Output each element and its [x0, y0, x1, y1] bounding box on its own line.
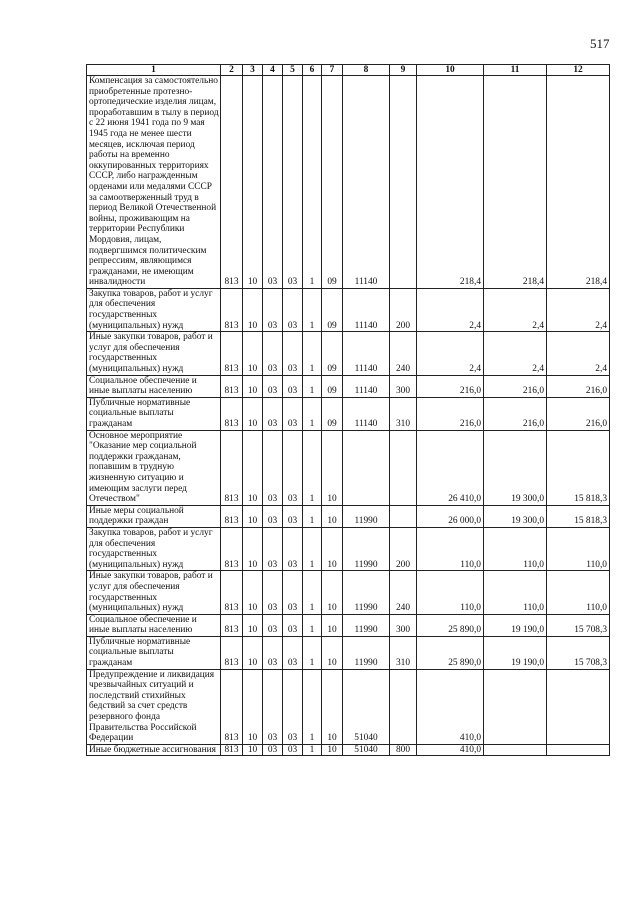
- table-row: [87, 614, 610, 636]
- cell-c9: [390, 76, 417, 289]
- column-header: 12: [547, 65, 610, 76]
- table-row: [87, 397, 610, 430]
- cell-c11: 19 300,0: [484, 505, 547, 527]
- cell-c5: 03: [283, 76, 303, 289]
- cell-c12: 15 818,3: [547, 505, 610, 527]
- row-description: Закупка товаров, работ и услуг для обеспечения государственных (муниципальных) нужд: [87, 527, 221, 570]
- cell-c12: 216,0: [547, 375, 610, 397]
- cell-c6: 1: [303, 505, 322, 527]
- cell-c10: 26 410,0: [417, 430, 484, 505]
- cell-c6: 1: [303, 744, 322, 756]
- cell-c4: 03: [263, 744, 283, 756]
- cell-c9: 240: [390, 571, 417, 614]
- cell-c10: 216,0: [417, 397, 484, 430]
- cell-c8: 11140: [343, 332, 390, 375]
- cell-c4: 03: [263, 505, 283, 527]
- cell-c2: 813: [221, 76, 243, 289]
- cell-c7: 09: [322, 375, 343, 397]
- table-row: [87, 76, 610, 289]
- cell-c12: [547, 744, 610, 756]
- cell-c11: 110,0: [484, 527, 547, 570]
- cell-c12: 218,4: [547, 76, 610, 289]
- cell-c12: 110,0: [547, 571, 610, 614]
- row-description: Основное мероприятие "Оказание мер социальной поддержки гражданам, попавшим в трудную жизненную ситуацию и имеющим заслуги перед Отечеством": [87, 430, 221, 505]
- cell-c8: 11990: [343, 614, 390, 636]
- cell-c9: [390, 430, 417, 505]
- cell-c9: 200: [390, 527, 417, 570]
- cell-c9: 300: [390, 375, 417, 397]
- cell-c2: 813: [221, 744, 243, 756]
- cell-c10: 410,0: [417, 669, 484, 744]
- cell-c12: 216,0: [547, 397, 610, 430]
- cell-c3: 10: [243, 288, 263, 331]
- cell-c5: 03: [283, 430, 303, 505]
- cell-c8: 11140: [343, 397, 390, 430]
- cell-c4: 03: [263, 375, 283, 397]
- column-header: 2: [221, 65, 243, 76]
- cell-c2: 813: [221, 332, 243, 375]
- row-description: Иные меры социальной поддержки граждан: [87, 505, 221, 527]
- row-description: Иные закупки товаров, работ и услуг для обеспечения государственных (муниципальных) нужд: [87, 571, 221, 614]
- column-header: 9: [390, 65, 417, 76]
- cell-c12: 15 818,3: [547, 430, 610, 505]
- cell-c3: 10: [243, 375, 263, 397]
- cell-c8: 51040: [343, 669, 390, 744]
- cell-c5: 03: [283, 571, 303, 614]
- cell-c2: 813: [221, 397, 243, 430]
- cell-c2: 813: [221, 505, 243, 527]
- cell-c7: 09: [322, 332, 343, 375]
- cell-c7: 10: [322, 669, 343, 744]
- cell-c9: 310: [390, 636, 417, 669]
- cell-c12: [547, 669, 610, 744]
- cell-c9: 310: [390, 397, 417, 430]
- column-header: 10: [417, 65, 484, 76]
- cell-c6: 1: [303, 288, 322, 331]
- cell-c3: 10: [243, 430, 263, 505]
- cell-c8: 11990: [343, 636, 390, 669]
- row-description: Социальное обеспечение и иные выплаты населению: [87, 614, 221, 636]
- cell-c10: 410,0: [417, 744, 484, 756]
- cell-c4: 03: [263, 571, 283, 614]
- cell-c10: 110,0: [417, 527, 484, 570]
- cell-c10: 2,4: [417, 332, 484, 375]
- cell-c3: 10: [243, 744, 263, 756]
- table-row: [87, 636, 610, 669]
- cell-c4: 03: [263, 669, 283, 744]
- cell-c4: 03: [263, 527, 283, 570]
- cell-c9: 200: [390, 288, 417, 331]
- cell-c3: 10: [243, 614, 263, 636]
- table-row: [87, 527, 610, 570]
- cell-c7: 10: [322, 636, 343, 669]
- cell-c4: 03: [263, 76, 283, 289]
- cell-c3: 10: [243, 505, 263, 527]
- cell-c5: 03: [283, 669, 303, 744]
- cell-c2: 813: [221, 614, 243, 636]
- cell-c3: 10: [243, 636, 263, 669]
- cell-c3: 10: [243, 571, 263, 614]
- budget-table: [86, 64, 610, 756]
- cell-c6: 1: [303, 527, 322, 570]
- cell-c11: 19 190,0: [484, 614, 547, 636]
- cell-c6: 1: [303, 614, 322, 636]
- row-description: Публичные нормативные социальные выплаты гражданам: [87, 397, 221, 430]
- cell-c11: 2,4: [484, 332, 547, 375]
- cell-c5: 03: [283, 614, 303, 636]
- column-header: 11: [484, 65, 547, 76]
- cell-c6: 1: [303, 669, 322, 744]
- row-description: Иные бюджетные ассигнования: [87, 744, 221, 756]
- cell-c10: 25 890,0: [417, 614, 484, 636]
- cell-c2: 813: [221, 636, 243, 669]
- cell-c2: 813: [221, 430, 243, 505]
- column-header: 8: [343, 65, 390, 76]
- column-header: 1: [87, 65, 221, 76]
- cell-c8: [343, 430, 390, 505]
- cell-c10: 2,4: [417, 288, 484, 331]
- cell-c10: 218,4: [417, 76, 484, 289]
- table-row: [87, 430, 610, 505]
- cell-c8: 11140: [343, 375, 390, 397]
- cell-c6: 1: [303, 430, 322, 505]
- cell-c8: 11140: [343, 288, 390, 331]
- cell-c6: 1: [303, 76, 322, 289]
- cell-c6: 1: [303, 636, 322, 669]
- cell-c8: 11990: [343, 527, 390, 570]
- cell-c10: 216,0: [417, 375, 484, 397]
- cell-c7: 10: [322, 430, 343, 505]
- cell-c6: 1: [303, 571, 322, 614]
- row-description: Иные закупки товаров, работ и услуг для обеспечения государственных (муниципальных) нужд: [87, 332, 221, 375]
- cell-c2: 813: [221, 571, 243, 614]
- cell-c2: 813: [221, 527, 243, 570]
- table-row: [87, 571, 610, 614]
- row-description: Социальное обеспечение и иные выплаты населению: [87, 375, 221, 397]
- cell-c3: 10: [243, 332, 263, 375]
- cell-c12: 15 708,3: [547, 636, 610, 669]
- cell-c5: 03: [283, 744, 303, 756]
- cell-c4: 03: [263, 430, 283, 505]
- cell-c4: 03: [263, 614, 283, 636]
- cell-c11: 2,4: [484, 288, 547, 331]
- table-row: [87, 744, 610, 756]
- cell-c9: 240: [390, 332, 417, 375]
- cell-c2: 813: [221, 375, 243, 397]
- cell-c12: 15 708,3: [547, 614, 610, 636]
- cell-c5: 03: [283, 527, 303, 570]
- cell-c11: 110,0: [484, 571, 547, 614]
- row-description: Закупка товаров, работ и услуг для обеспечения государственных (муниципальных) нужд: [87, 288, 221, 331]
- column-header: 4: [263, 65, 283, 76]
- cell-c5: 03: [283, 505, 303, 527]
- page-number: 517: [590, 36, 610, 51]
- cell-c2: 813: [221, 288, 243, 331]
- table-row: [87, 375, 610, 397]
- cell-c11: 218,4: [484, 76, 547, 289]
- cell-c4: 03: [263, 288, 283, 331]
- cell-c12: 2,4: [547, 332, 610, 375]
- cell-c2: 813: [221, 669, 243, 744]
- cell-c11: 216,0: [484, 397, 547, 430]
- cell-c7: 09: [322, 288, 343, 331]
- cell-c3: 10: [243, 76, 263, 289]
- cell-c5: 03: [283, 636, 303, 669]
- cell-c5: 03: [283, 288, 303, 331]
- cell-c11: 19 190,0: [484, 636, 547, 669]
- row-description: Компенсация за самостоятельно приобретенные протезно-ортопедические изделия лицам, проработавшим в тылу в период с 22 июня 1941 года по 9 мая 1945 года не менее шести месяцев, исключая период работы на временно оккупированных территориях СССР, либо награжденным орденами или медалями СССР за самоотверженный труд в период Великой Отечественной войны, проживающим на территории Республики Мордовия, лицам, подвергшимся политическим репрессиям, являющимся гражданами, не имеющим инвалидности: [87, 76, 221, 289]
- cell-c7: 10: [322, 614, 343, 636]
- column-header: 7: [322, 65, 343, 76]
- cell-c12: 2,4: [547, 288, 610, 331]
- cell-c11: 19 300,0: [484, 430, 547, 505]
- cell-c4: 03: [263, 332, 283, 375]
- cell-c9: 800: [390, 744, 417, 756]
- table-header-row: [87, 65, 610, 76]
- cell-c3: 10: [243, 669, 263, 744]
- table-row: [87, 288, 610, 331]
- cell-c7: 09: [322, 397, 343, 430]
- cell-c9: [390, 505, 417, 527]
- cell-c10: 26 000,0: [417, 505, 484, 527]
- cell-c6: 1: [303, 332, 322, 375]
- cell-c5: 03: [283, 332, 303, 375]
- cell-c6: 1: [303, 397, 322, 430]
- cell-c9: 300: [390, 614, 417, 636]
- cell-c11: [484, 669, 547, 744]
- cell-c5: 03: [283, 397, 303, 430]
- cell-c8: 51040: [343, 744, 390, 756]
- cell-c4: 03: [263, 397, 283, 430]
- cell-c9: [390, 669, 417, 744]
- cell-c7: 10: [322, 505, 343, 527]
- column-header: 3: [243, 65, 263, 76]
- column-header: 5: [283, 65, 303, 76]
- column-header: 6: [303, 65, 322, 76]
- cell-c7: 10: [322, 744, 343, 756]
- cell-c10: 110,0: [417, 571, 484, 614]
- table-row: [87, 332, 610, 375]
- cell-c8: 11140: [343, 76, 390, 289]
- cell-c11: [484, 744, 547, 756]
- cell-c7: 10: [322, 527, 343, 570]
- row-description: Предупреждение и ликвидация чрезвычайных ситуаций и последствий стихийных бедствий за счет средств резервного фонда Правительства Российской Федерации: [87, 669, 221, 744]
- cell-c8: 11990: [343, 571, 390, 614]
- row-description: Публичные нормативные социальные выплаты гражданам: [87, 636, 221, 669]
- cell-c6: 1: [303, 375, 322, 397]
- cell-c11: 216,0: [484, 375, 547, 397]
- cell-c7: 09: [322, 76, 343, 289]
- cell-c4: 03: [263, 636, 283, 669]
- cell-c10: 25 890,0: [417, 636, 484, 669]
- cell-c5: 03: [283, 375, 303, 397]
- cell-c7: 10: [322, 571, 343, 614]
- cell-c3: 10: [243, 527, 263, 570]
- cell-c3: 10: [243, 397, 263, 430]
- cell-c8: 11990: [343, 505, 390, 527]
- table-row: [87, 669, 610, 744]
- cell-c12: 110,0: [547, 527, 610, 570]
- table-row: [87, 505, 610, 527]
